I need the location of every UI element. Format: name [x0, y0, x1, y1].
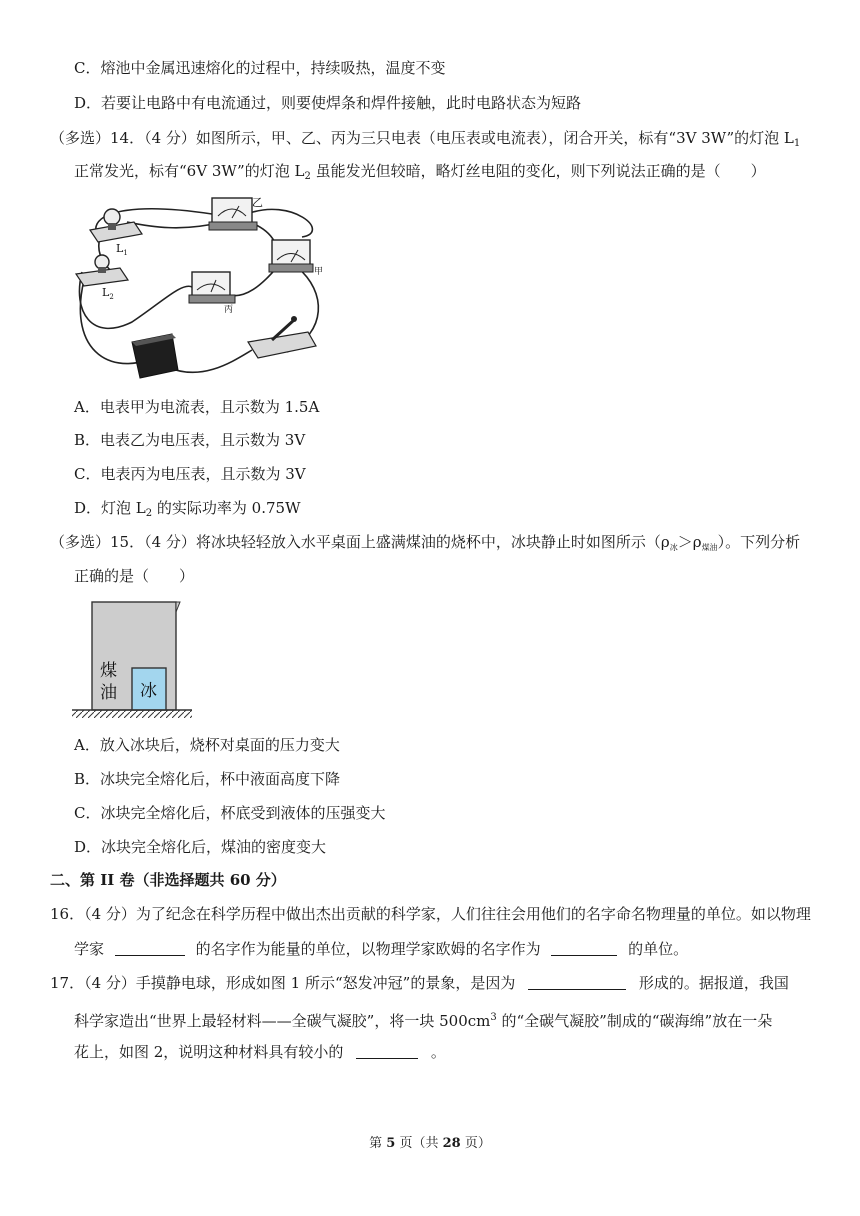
q14-option-d [74, 498, 301, 524]
label-l2: $L_2$ [102, 286, 114, 301]
q16-blank-2[interactable] [551, 939, 617, 956]
q14-option-c: C．电表丙为电压表，且示数为 3V [74, 465, 306, 483]
q14-option-d-sub: 2 [145, 508, 153, 519]
q16-line2 [74, 939, 688, 959]
q13-option-c: C．熔池中金属迅速熔化的过程中，持续吸热，温度不变 [74, 59, 446, 77]
page-footer: 第 5 页（共 28 页） [369, 1136, 491, 1151]
label-l1: $L_1$ [116, 242, 128, 257]
q17-text-c: 科学家造出“世界上最轻材料——全碳气凝胶”，将一块 500cm [74, 1012, 491, 1030]
q16-text-a: 学家 [74, 940, 105, 958]
label-ice: 冰 [140, 681, 157, 701]
q14-stem-text3: 虽能发光但较暗，略灯丝电阻的变化，则下列说法正确的是（ ） [310, 162, 766, 180]
q14-stem-line1 [50, 128, 800, 154]
label-oil-1: 煤 [100, 661, 117, 681]
table-surface [72, 710, 192, 718]
q14-option-b: B．电表乙为电压表，且示数为 3V [74, 431, 306, 449]
q14-option-d-text2: 的实际功率为 0.75W [152, 499, 301, 517]
q15-stem-mid: ＞ρ [677, 533, 702, 551]
q15-stem-line1 [50, 532, 800, 558]
q16-blank-1[interactable] [115, 939, 185, 956]
q17-text-b: 形成的。据报道，我国 [638, 974, 789, 992]
q14-option-d-text: D．灯泡 L [74, 499, 146, 517]
q15-option-a: A．放入冰块后，烧杯对桌面的压力变大 [74, 736, 340, 754]
q15-stem-text: （多选）15．（4 分）将冰块轻轻放入水平桌面上盛满煤油的烧杯中，冰块静止时如图所示（ρ [50, 533, 670, 551]
switch [248, 316, 316, 358]
q17-line2 [74, 1008, 772, 1031]
meter-jia [269, 240, 313, 272]
q17-text-e: 花上，如图 2，说明这种材料具有较小的 [74, 1043, 344, 1061]
q17-line3 [74, 1042, 446, 1062]
q16-text-b: 的名字作为能量的单位，以物理学家欧姆的名字作为 [195, 940, 541, 958]
q14-l2-subscript: 2 [304, 171, 311, 182]
meter-yi [209, 198, 257, 230]
q15-beaker-figure [70, 598, 196, 720]
section-heading: 二、第 II 卷（非选择题共 60 分） [50, 871, 286, 889]
q17-blank-1[interactable] [528, 973, 626, 990]
total-pages: 28 [442, 1136, 461, 1151]
rho-oil-sub: 煤油 [701, 543, 718, 552]
q17-line1 [50, 973, 789, 993]
q14-stem-text: （多选）14．（4 分）如图所示，甲、乙、丙为三只电表（电压表或电流表），闭合开关，标有“3V 3W”的灯泡 L [50, 129, 794, 147]
q15-option-d: D．冰块完全熔化后，煤油的密度变大 [74, 838, 327, 856]
label-yi: 乙 [252, 196, 263, 209]
q16-text-c: 的单位。 [628, 940, 689, 958]
label-jia: 甲 [314, 267, 324, 277]
q17-text-d: 的“全碳气凝胶”制成的“碳海绵”放在一朵 [496, 1012, 773, 1030]
q14-l1-subscript: 1 [793, 138, 801, 149]
q17-blank-2[interactable] [356, 1042, 418, 1059]
q15-option-b: B．冰块完全熔化后，杯中液面高度下降 [74, 770, 341, 788]
q15-stem-post: ）。下列分析 [717, 533, 801, 551]
label-oil-2: 油 [100, 683, 117, 703]
q17-sup: 3 [490, 1012, 497, 1023]
q17-text-f: 。 [430, 1043, 446, 1061]
q16-line1: 16．（4 分）为了纪念在科学历程中做出杰出贡献的科学家，人们往往会用他们的名字命名物理量的单位。如以物理 [50, 905, 811, 923]
battery [132, 334, 178, 378]
q13-option-d: D．若要让电路中有电流通过，则要使焊条和焊件接触，此时电路状态为短路 [74, 94, 582, 112]
q14-option-a: A．电表甲为电流表，且示数为 1.5A [74, 398, 320, 416]
q14-stem-text2: 正常发光，标有“6V 3W”的灯泡 L [74, 162, 305, 180]
meter-bing [189, 272, 235, 303]
bulb-l2 [76, 255, 128, 286]
rho-ice-sub: 冰 [669, 543, 678, 552]
q17-text-a: 17．（4 分）手摸静电球，形成如图 1 所示“怒发冲冠”的景象，是因为 [50, 974, 516, 992]
q15-option-c: C．冰块完全熔化后，杯底受到液体的压强变大 [74, 804, 386, 822]
q15-stem-line2: 正确的是（ ） [74, 567, 195, 585]
bulb-l1 [90, 209, 142, 242]
q14-circuit-figure [72, 192, 352, 382]
label-bing: 丙 [224, 305, 234, 315]
q14-stem-line2 [74, 161, 766, 187]
page-number: 5 [386, 1136, 396, 1151]
